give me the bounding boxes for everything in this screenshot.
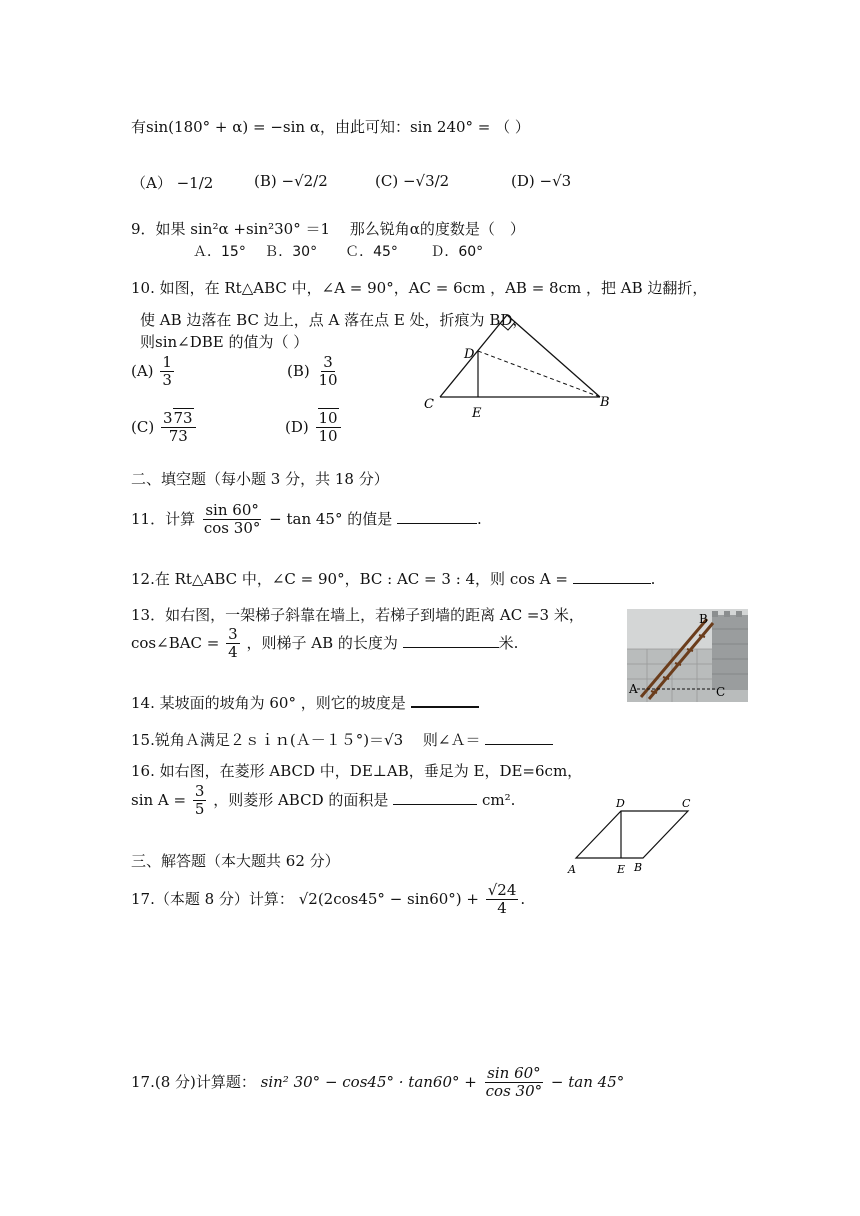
- q11: 11．计算 $\frac{\sin 60^\circ}{\cos 30^\circ}$ − tan 45° 的值是 .: [131, 501, 482, 538]
- q8-stem: 有sin(180° + α) = −sin α，由此可知：sin 240° = （ ）: [131, 118, 530, 136]
- q16-label-a: A: [568, 863, 576, 876]
- q8-formula: sin(180° + α) = −sin α: [146, 118, 320, 136]
- q10-label-b: B: [600, 395, 610, 410]
- q10-option-b: (B) $\frac{3}{10}$: [287, 353, 338, 390]
- q13-line2: cos∠BAC = $\frac{3}{4}$ ，则梯子 AB 的长度为 米.: [131, 625, 519, 662]
- q10-option-c: (C) $\frac{373}{73}$: [131, 410, 198, 446]
- q9-stem: 9．如果 sin²α +sin²30° ＝1 那么锐角α的度数是（ ）: [131, 220, 525, 238]
- q10-line1: 10. 如图，在 Rt△ABC 中，∠A = 90°，AC = 6cm ，AB = 8cm ，把 AB 边翻折，: [131, 279, 708, 297]
- q13-line1: 13．如右图，一架梯子斜靠在墙上，若梯子到墙的距离 AC =3 米，: [131, 606, 584, 624]
- q10-label-c: C: [424, 397, 434, 412]
- q10-option-a: (A) $\frac{1}{3}$: [131, 353, 172, 390]
- q10-label-e: E: [472, 406, 482, 420]
- q15-answer-blank[interactable]: [485, 744, 553, 745]
- q12-answer-blank[interactable]: [573, 583, 651, 584]
- q10-line2: 使 AB 边落在 BC 边上，点 A 落在点 E 处，折痕为 BD，: [140, 311, 528, 329]
- q16-label-d: D: [616, 797, 625, 810]
- q12: 12.在 Rt△ABC 中，∠C = 90°，BC : AC = 3 : 4，则 cos A = .: [131, 570, 656, 588]
- q15: 15.锐角Ａ满足２ｓｉｎ(Ａ－１５°)＝√3 则∠Ａ＝: [131, 729, 553, 750]
- q14-answer-blank[interactable]: [411, 706, 479, 708]
- q16-label-c: C: [682, 797, 691, 810]
- q10-line3: 则sin∠DBE 的值为（ ）: [140, 333, 309, 351]
- q8-option-b: (B) −√2/2: [254, 172, 328, 190]
- q8-option-c: (C) −√3/2: [375, 172, 450, 190]
- q17-second: 17.(8 分)计算题： sin² 30° − cos45° · tan60° + $\frac{\sin 60^\circ}{\cos 30^\circ}$ − tan 45°: [131, 1064, 625, 1101]
- q16-label-e: E: [617, 863, 626, 876]
- q9-options: Ａ．15° Ｂ．30° Ｃ．45° Ｄ．60°: [193, 244, 484, 260]
- q16-rhombus-figure: [566, 795, 696, 879]
- q11-answer-blank[interactable]: [397, 523, 477, 524]
- q16-answer-blank[interactable]: [393, 804, 477, 805]
- q8-option-d: (D) −√3: [511, 172, 572, 190]
- q16-label-b: B: [634, 861, 643, 874]
- q13-label-a: A: [629, 682, 638, 696]
- q16-line1: 16. 如右图，在菱形 ABCD 中，DE⊥AB，垂足为 E，DE=6cm，: [131, 762, 583, 780]
- q13-answer-blank[interactable]: [403, 647, 499, 648]
- q13-label-b: B: [699, 612, 708, 626]
- q16-line2: sin A = $\frac{3}{5}$ ，则菱形 ABCD 的面积是 cm².: [131, 782, 516, 819]
- section-2-heading: 二、填空题（每小题 3 分，共 18 分）: [131, 470, 389, 488]
- q14: 14. 某坡面的坡角为 60° ，则它的坡度是: [131, 692, 479, 713]
- q10-label-d: D: [464, 347, 475, 362]
- q13-label-c: C: [716, 685, 726, 699]
- q10-option-d: (D) $\frac{10}{10}$: [285, 410, 343, 446]
- q17-first: 17.（本题 8 分）计算： √2(2cos45° − sin60°) + $\frac{√24}{4}$ .: [131, 881, 526, 918]
- section-3-heading: 三、解答题（本大题共 62 分）: [131, 852, 340, 870]
- q13-ladder-photo: [627, 609, 748, 702]
- q10-triangle-figure: [420, 310, 620, 420]
- q8-option-a: （A） −1/2: [131, 174, 214, 192]
